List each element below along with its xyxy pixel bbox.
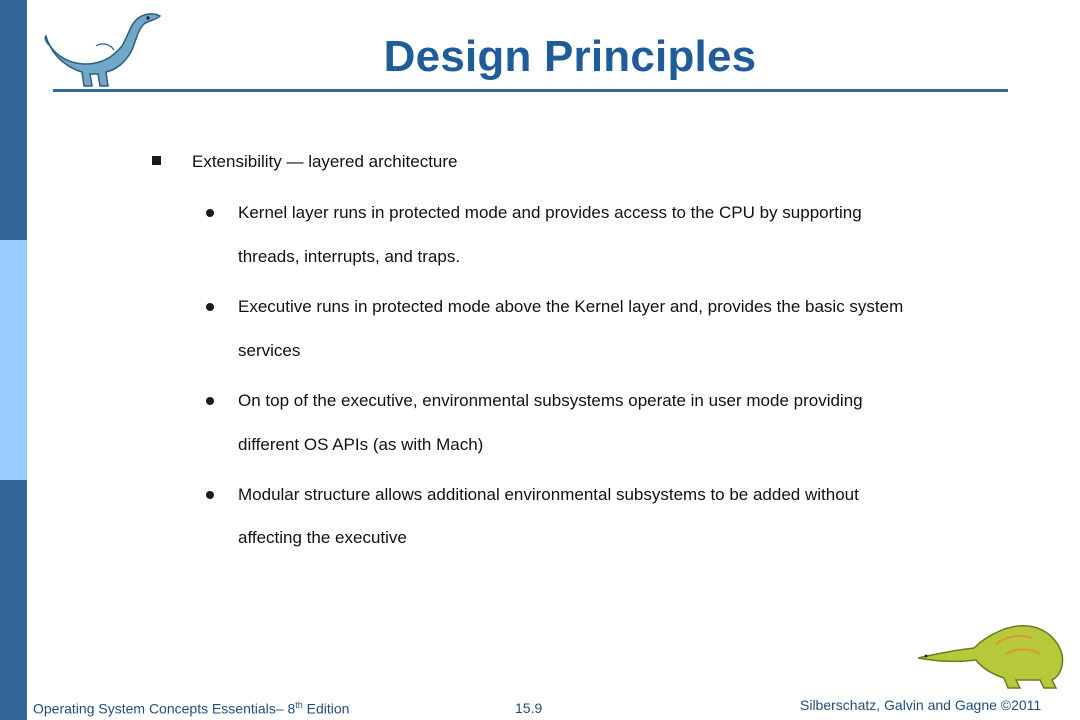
sub-bullet-3-line-2: different OS APIs (as with Mach)	[238, 435, 484, 454]
sub-bullet-3-line-1: On top of the executive, environmental subsystems operate in user mode providing	[238, 391, 863, 410]
title-underline	[53, 89, 1008, 92]
footer-copyright: Silberschatz, Galvin and Gagne ©2011	[800, 697, 1042, 713]
main-bullet-text: Extensibility — layered architecture	[192, 152, 458, 171]
sidebar-segment-bottom	[0, 480, 27, 720]
footer-page-number: 15.9	[515, 700, 543, 716]
round-bullet-icon	[206, 209, 214, 217]
round-bullet-icon	[206, 397, 214, 405]
sub-bullet-2-line-2: services	[238, 341, 301, 360]
sub-bullet-2-line-1: Executive runs in protected mode above the Kernel layer and, provides the basic system	[238, 297, 904, 316]
round-bullet-icon	[206, 303, 214, 311]
sidebar-segment-middle	[0, 240, 27, 480]
footer-book-suffix: Edition	[302, 700, 350, 717]
slide-title: Design Principles	[383, 32, 757, 81]
round-bullet-icon	[206, 491, 214, 499]
footer-book-superscript: th	[295, 700, 303, 710]
footer-book-title	[33, 700, 349, 717]
sub-bullet-4-line-2: affecting the executive	[238, 528, 407, 547]
sub-bullet-4-line-1: Modular structure allows additional environmental subsystems to be added without	[238, 485, 859, 504]
square-bullet-icon	[152, 156, 161, 165]
left-sidebar-stripe	[0, 0, 27, 720]
dinosaur-lying-icon	[916, 614, 1066, 694]
sub-bullet-1-line-2: threads, interrupts, and traps.	[238, 247, 461, 266]
sub-bullet-1-line-1: Kernel layer runs in protected mode and provides access to the CPU by supporting	[238, 203, 862, 222]
footer-book-prefix: Operating System Concepts Essentials– 8	[33, 700, 296, 717]
